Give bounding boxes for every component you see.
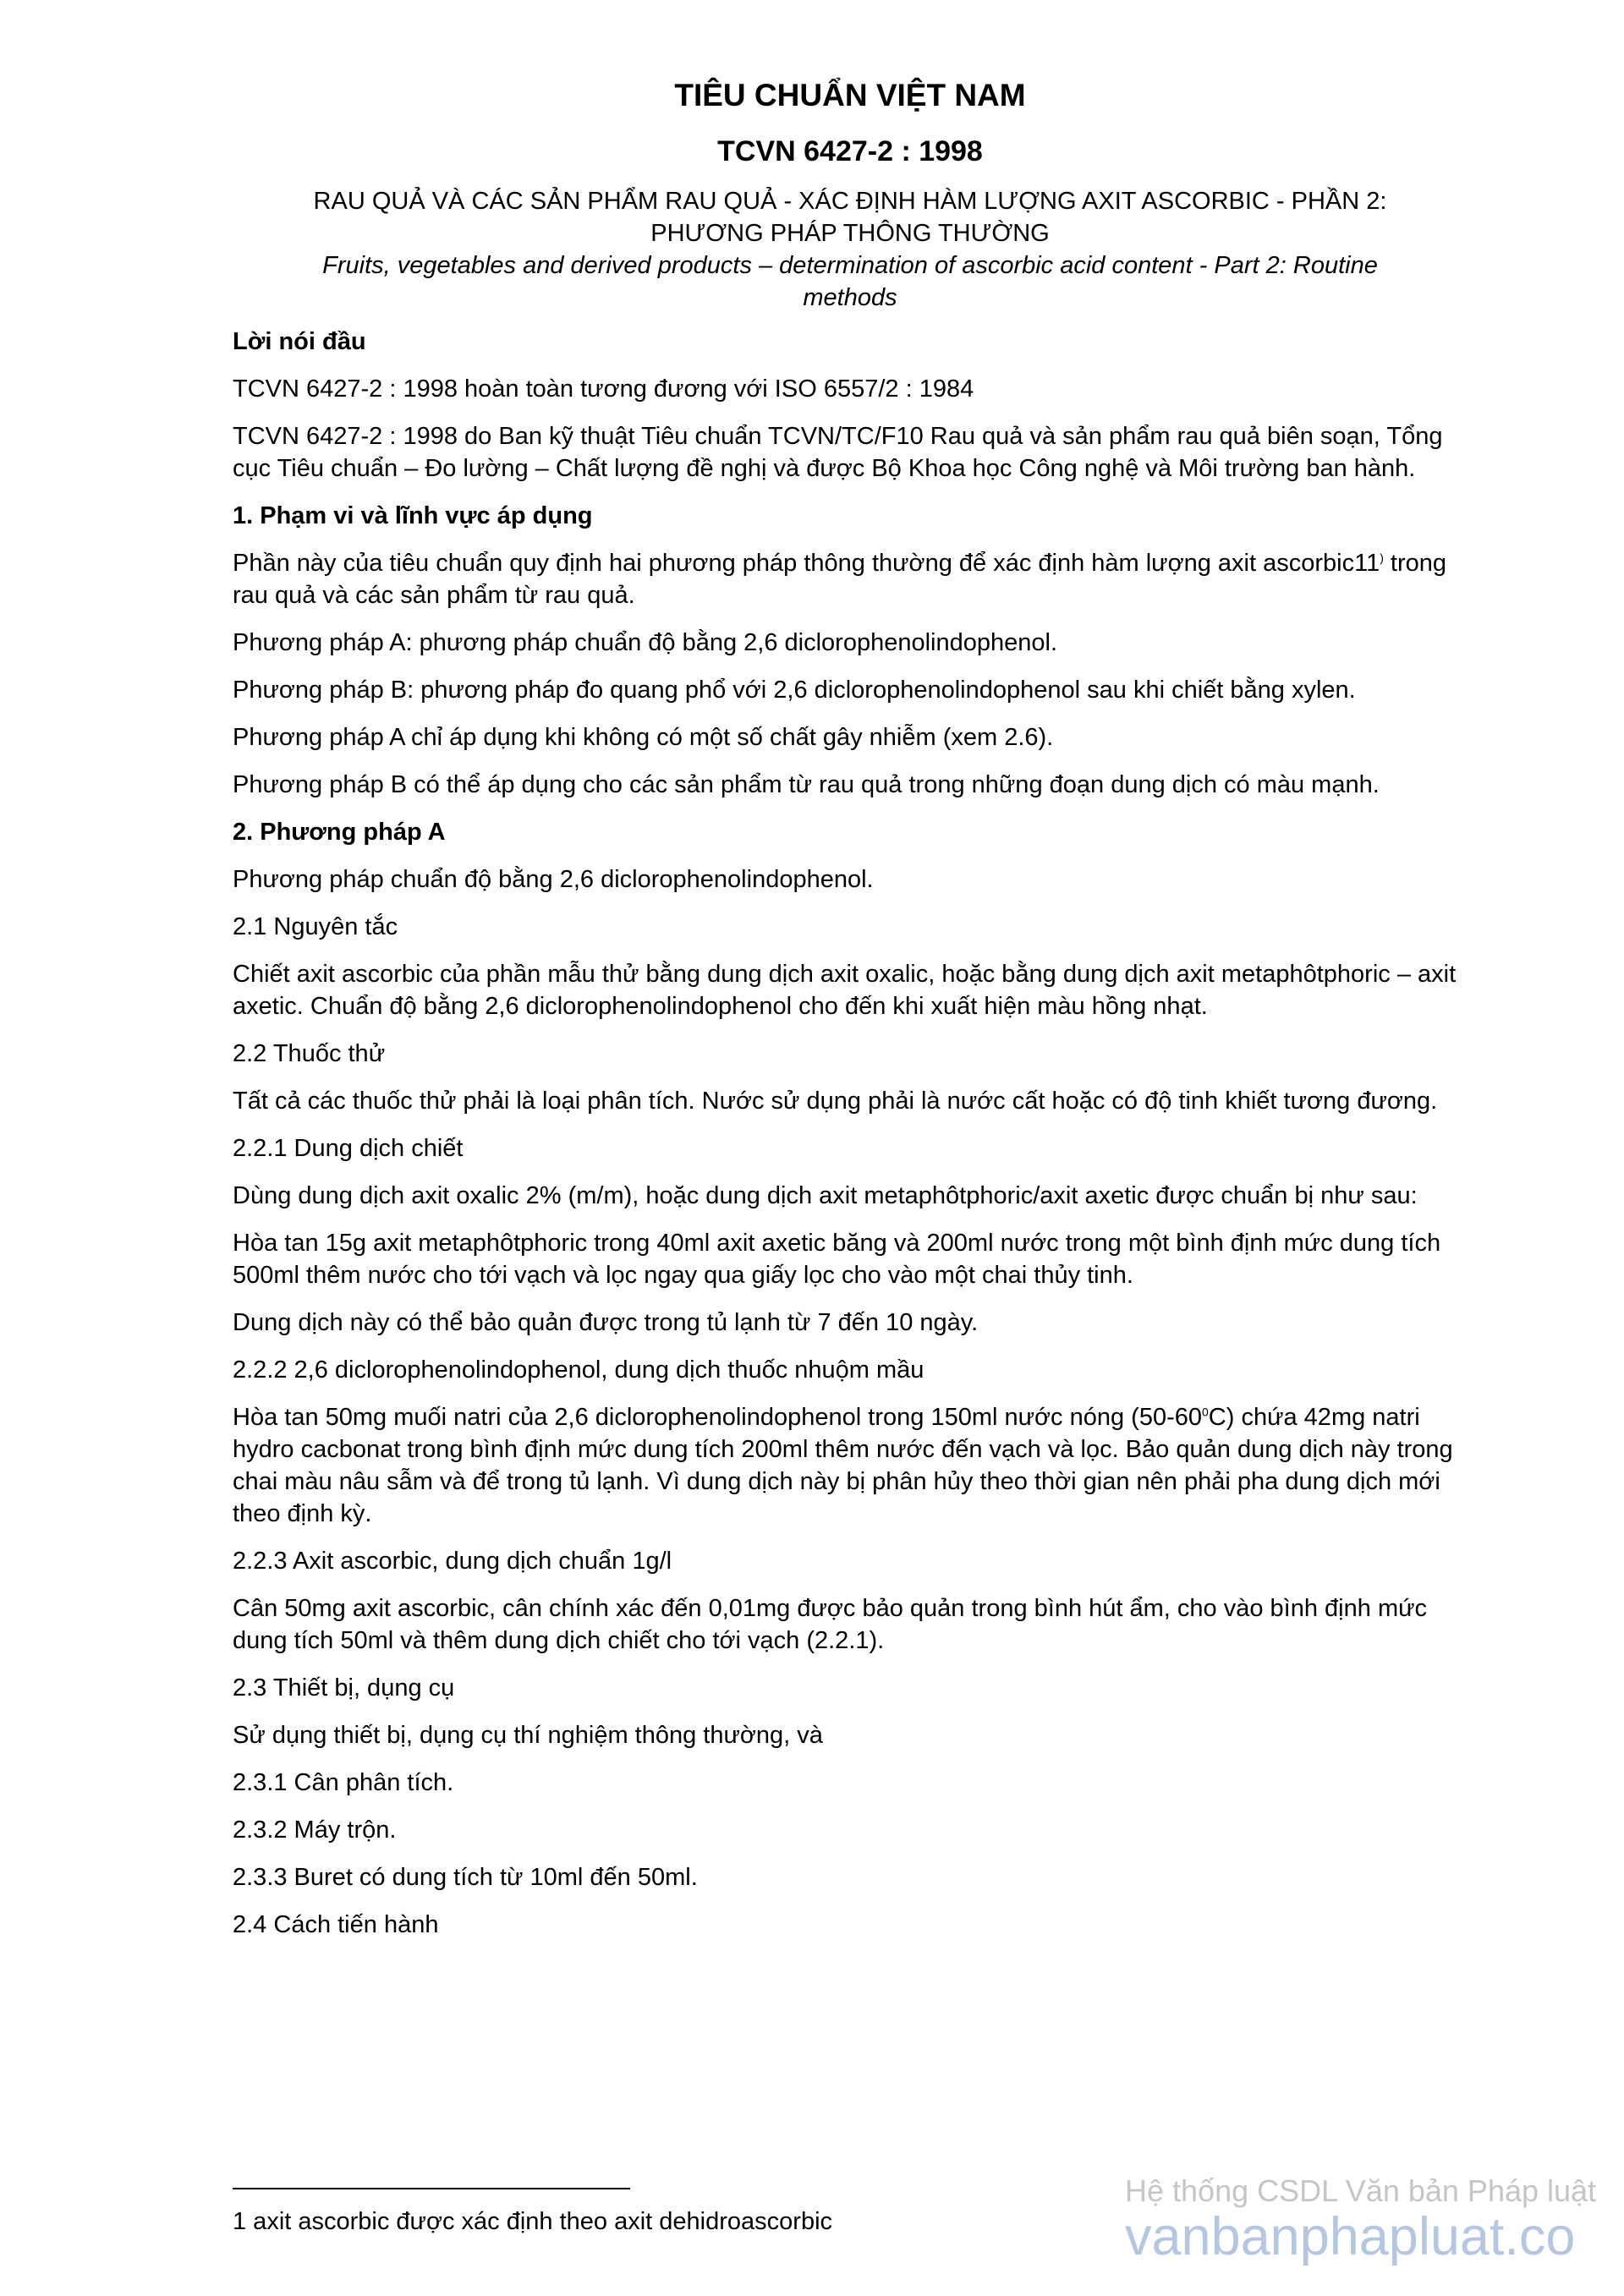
section-2-2-2-text-a: Hòa tan 50mg muối natri của 2,6 diclorophenolindophenol trong 150ml nước nóng (50-60 — [233, 1404, 1202, 1431]
section-2-3-title: 2.3 Thiết bị, dụng cụ — [233, 1674, 455, 1701]
section-2-2-3-text: Cân 50mg axit ascorbic, cân chính xác đến 0,01mg được bảo quản trong bình hút ẩm, cho vào bình định mức dung tích 50ml và thêm dung dịch chiết cho tới vạch (2.2.1). — [233, 1595, 1428, 1654]
section-2-2-3-title: 2.2.3 Axit ascorbic, dung dịch chuẩn 1g/l — [233, 1548, 672, 1575]
section-2-3-3: 2.3.3 Buret có dung tích từ 10ml đến 50ml. — [233, 1864, 698, 1891]
section-1-p1-text-a: Phần này của tiêu chuẩn quy định hai phương pháp thông thường để xác định hàm lượng axit ascorbic11 — [233, 550, 1380, 577]
document-page — [233, 68, 1468, 1956]
subtitle-vi-line2: PHƯƠNG PHÁP THÔNG THƯỜNG — [650, 220, 1050, 247]
section-1-paragraph-2: Phương pháp A: phương pháp chuẩn độ bằng 2,6 diclorophenolindophenol. — [233, 629, 1058, 656]
section-2-2-title: 2.2 Thuốc thử — [233, 1040, 386, 1067]
section-1-heading: 1. Phạm vi và lĩnh vực áp dụng — [233, 502, 593, 529]
subtitle-en-line2: methods — [803, 284, 897, 311]
document-code: TCVN 6427-2 : 1998 — [717, 135, 983, 167]
section-2-2-1-paragraph-3: Dung dịch này có thể bảo quản được trong tủ lạnh từ 7 đến 10 ngày. — [233, 1309, 979, 1336]
watermark-caption: Hệ thống CSDL Văn bản Pháp luật — [1125, 2173, 1597, 2208]
section-1-paragraph-3: Phương pháp B: phương pháp đo quang phổ với 2,6 diclorophenolindophenol sau khi chiết bằng xylen. — [233, 677, 1356, 704]
footnote-text: 1 axit ascorbic được xác định theo axit dehidroascorbic — [233, 2208, 833, 2235]
document-title: TIÊU CHUẨN VIỆT NAM — [674, 78, 1026, 112]
section-2-intro: Phương pháp chuẩn độ bằng 2,6 diclorophenolindophenol. — [233, 866, 874, 893]
section-2-3-text: Sử dụng thiết bị, dụng cụ thí nghiệm thông thường, và — [233, 1722, 823, 1749]
section-2-heading: 2. Phương pháp A — [233, 819, 446, 846]
section-1-p1-text-b: trong rau quả và các sản phẩm từ rau quả. — [233, 550, 1447, 609]
section-1-paragraph-1 — [233, 547, 1468, 611]
watermark-site: vanbanphapluat.co — [1125, 2207, 1576, 2266]
section-2-3-2: 2.3.2 Máy trộn. — [233, 1817, 397, 1844]
degree-superscript: 0 — [1202, 1405, 1209, 1419]
section-2-4-title: 2.4 Cách tiến hành — [233, 1911, 439, 1938]
section-2-2-2-text-b: C) chứa 42mg natri hydro cacbonat trong bình định mức dung tích 200ml thêm nước đến vạch và lọc. Bảo quản dung dịch này trong chai màu nâu sẫm và để trong tủ lạnh. Vì dung dịch này bị phân hủy theo thời gian nên phải pha dung dịch mới theo định kỳ. — [233, 1404, 1453, 1527]
section-2-2-2-text — [233, 1401, 1468, 1530]
section-1-paragraph-5: Phương pháp B có thể áp dụng cho các sản phẩm từ rau quả trong những đoạn dung dịch có màu mạnh. — [233, 771, 1380, 798]
section-2-1-text: Chiết axit ascorbic của phần mẫu thử bằng dung dịch axit oxalic, hoặc bằng dung dịch axit metaphôtphoric – axit axetic. Chuẩn độ bằng 2,6 diclorophenolindophenol cho đến khi xuất hiện màu hồng nhạt. — [233, 961, 1457, 1020]
subtitle-vi-line1: RAU QUẢ VÀ CÁC SẢN PHẨM RAU QUẢ - XÁC ĐỊNH HÀM LƯỢNG AXIT ASCORBIC - PHẦN 2: — [313, 188, 1387, 215]
section-2-3-1: 2.3.1 Cân phân tích. — [233, 1769, 454, 1796]
section-2-2-1-paragraph-2: Hòa tan 15g axit metaphôtphoric trong 40ml axit axetic băng và 200ml nước trong một bình định mức dung tích 500ml thêm nước cho tới vạch và lọc ngay qua giấy lọc cho vào một chai thủy tinh. — [233, 1230, 1441, 1289]
footnote-ref: ) — [1380, 551, 1384, 565]
foreword-heading: Lời nói đầu — [233, 328, 366, 355]
foreword-paragraph-1: TCVN 6427-2 : 1998 hoàn toàn tương đương với ISO 6557/2 : 1984 — [233, 375, 974, 403]
section-2-2-2-title: 2.2.2 2,6 diclorophenolindophenol, dung dịch thuốc nhuộm mầu — [233, 1356, 924, 1384]
subtitle-en-line1: Fruits, vegetables and derived products – determination of ascorbic acid content - Part 2: Routine — [322, 252, 1378, 279]
footnote-divider — [233, 2188, 630, 2189]
section-1-paragraph-4: Phương pháp A chỉ áp dụng khi không có một số chất gây nhiễm (xem 2.6). — [233, 724, 1054, 751]
foreword-paragraph-2: TCVN 6427-2 : 1998 do Ban kỹ thuật Tiêu chuẩn TCVN/TC/F10 Rau quả và sản phẩm rau quả biên soạn, Tổng cục Tiêu chuẩn – Đo lường – Chất lượng đề nghị và được Bộ Khoa học Công nghệ và Môi trường ban hành. — [233, 423, 1443, 482]
section-2-2-1-title: 2.2.1 Dung dịch chiết — [233, 1135, 464, 1162]
section-2-2-text: Tất cả các thuốc thử phải là loại phân tích. Nước sử dụng phải là nước cất hoặc có độ tinh khiết tương đương. — [233, 1088, 1438, 1115]
section-2-2-1-paragraph-1: Dùng dung dịch axit oxalic 2% (m/m), hoặc dung dịch axit metaphôtphoric/axit axetic được chuẩn bị như sau: — [233, 1182, 1418, 1209]
section-2-1-title: 2.1 Nguyên tắc — [233, 913, 398, 940]
